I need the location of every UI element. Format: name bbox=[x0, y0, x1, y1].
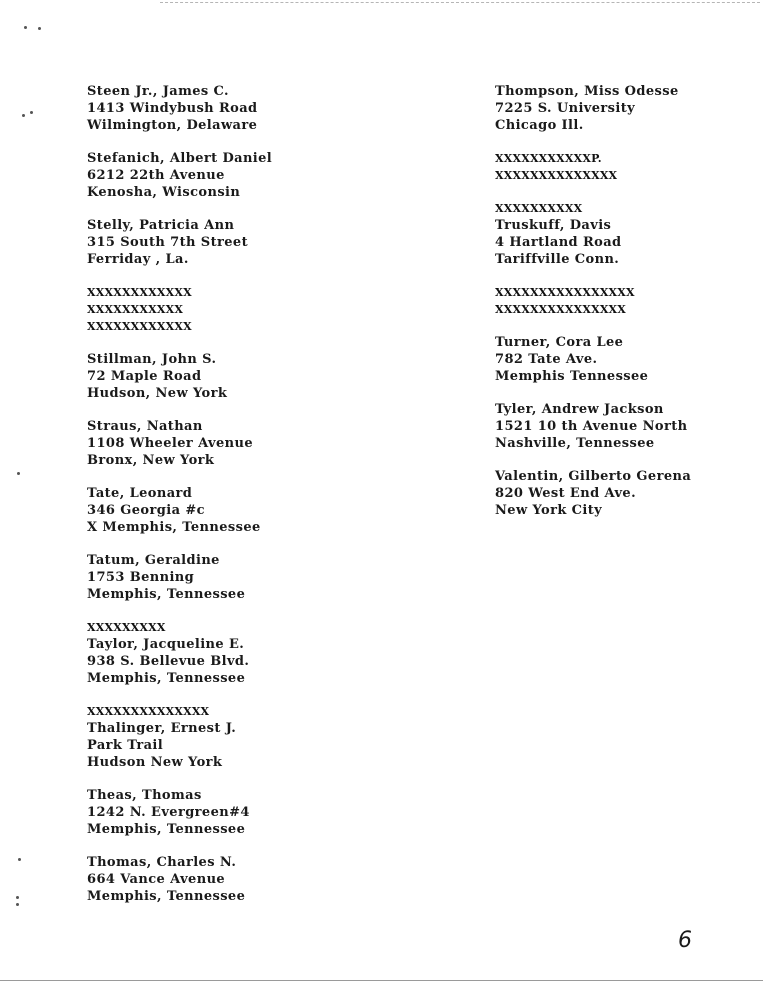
entry-address-line: Nashville, Tennessee bbox=[495, 436, 655, 451]
page-number: 6 bbox=[678, 928, 692, 953]
address-entry bbox=[87, 418, 387, 469]
entry-address-line: Memphis, Tennessee bbox=[87, 671, 246, 686]
entry-address-line: Memphis, Tennessee bbox=[87, 889, 246, 904]
entry-name: Thalinger, Ernest J. bbox=[87, 721, 237, 736]
entry-address-line: 664 Vance Avenue bbox=[87, 872, 226, 887]
address-entry bbox=[87, 150, 387, 201]
bottom-page-edge-rule bbox=[0, 980, 763, 981]
entry-address-line: Chicago Ill. bbox=[495, 118, 584, 133]
entry-name: Stillman, John S. bbox=[87, 352, 217, 367]
entry-name: Taylor, Jacqueline E. bbox=[87, 637, 245, 652]
struck-out-line: XXXXXXXXXXXX bbox=[87, 320, 192, 333]
entry-address-line: Park Trail bbox=[87, 738, 164, 753]
struck-out-line: XXXXXXXXXXXXXXXX bbox=[495, 286, 635, 299]
entry-address-line: Memphis, Tennessee bbox=[87, 822, 246, 837]
struck-out-line: XXXXXXXXXXXXXXX bbox=[495, 303, 627, 316]
address-entry bbox=[495, 200, 763, 268]
entry-name: Thompson, Miss Odesse bbox=[495, 84, 679, 99]
entry-address-line: Bronx, New York bbox=[87, 453, 215, 468]
entry-name: Steen Jr., James C. bbox=[87, 84, 229, 99]
entry-address-line: 6212 22th Avenue bbox=[87, 168, 225, 183]
entry-address-line: 346 Georgia #c bbox=[87, 503, 205, 518]
address-entry bbox=[495, 83, 763, 134]
entry-address-line: Wilmington, Delaware bbox=[87, 118, 258, 133]
scan-speck bbox=[16, 896, 19, 899]
address-entry bbox=[495, 334, 763, 385]
entry-address-line: 1413 Windybush Road bbox=[87, 101, 258, 116]
entry-address-line: 4 Hartland Road bbox=[495, 235, 622, 250]
entry-name: Stefanich, Albert Daniel bbox=[87, 151, 273, 166]
struck-out-line: XXXXXXXXXXXX bbox=[87, 286, 192, 299]
entry-name: Turner, Cora Lee bbox=[495, 335, 624, 350]
entry-name: Truskuff, Davis bbox=[495, 218, 612, 233]
entry-address-line: 1753 Benning bbox=[87, 570, 195, 585]
entry-address-line: Hudson New York bbox=[87, 755, 223, 770]
scan-speck bbox=[17, 472, 20, 475]
entry-address-line: Tariffville Conn. bbox=[495, 252, 620, 267]
address-entry bbox=[87, 787, 387, 838]
entry-address-line: 938 S. Bellevue Blvd. bbox=[87, 654, 250, 669]
entry-name: Tyler, Andrew Jackson bbox=[495, 402, 664, 417]
scan-speck bbox=[30, 111, 33, 114]
address-entry bbox=[87, 217, 387, 268]
entry-address-line: 72 Maple Road bbox=[87, 369, 202, 384]
struck-out-line: XXXXXXXXX bbox=[87, 621, 166, 634]
entry-address-line: 315 South 7th Street bbox=[87, 235, 248, 250]
entry-name: Tatum, Geraldine bbox=[87, 553, 220, 568]
entry-address-line: 820 West End Ave. bbox=[495, 486, 637, 501]
address-entry bbox=[87, 485, 387, 536]
address-entry bbox=[87, 284, 387, 335]
entry-address-line: Memphis, Tennessee bbox=[87, 587, 246, 602]
entry-address-line: Memphis Tennessee bbox=[495, 369, 649, 384]
entry-name: Tate, Leonard bbox=[87, 486, 193, 501]
left-address-column bbox=[87, 83, 387, 921]
address-entry bbox=[87, 703, 387, 771]
entry-address-line: 1108 Wheeler Avenue bbox=[87, 436, 254, 451]
struck-out-line: XXXXXXXXXXXXXX bbox=[495, 169, 618, 182]
entry-address-line: X Memphis, Tennessee bbox=[87, 520, 261, 535]
entry-address-line: Hudson, New York bbox=[87, 386, 228, 401]
address-entry bbox=[495, 468, 763, 519]
entry-address-line: 1242 N. Evergreen#4 bbox=[87, 805, 250, 820]
scan-speck bbox=[16, 903, 19, 906]
address-entry bbox=[87, 351, 387, 402]
scan-speck bbox=[24, 26, 27, 29]
address-entry bbox=[495, 150, 763, 184]
scan-speck bbox=[18, 858, 21, 861]
address-entry bbox=[495, 284, 763, 318]
top-page-edge-rule bbox=[160, 2, 760, 3]
entry-address-line: Ferriday , La. bbox=[87, 252, 189, 267]
address-entry bbox=[87, 619, 387, 687]
right-address-column bbox=[495, 83, 763, 535]
struck-out-line: XXXXXXXXXX bbox=[495, 202, 583, 215]
struck-out-line: XXXXXXXXXXX bbox=[87, 303, 184, 316]
entry-address-line: Kenosha, Wisconsin bbox=[87, 185, 241, 200]
address-entry bbox=[495, 401, 763, 452]
struck-out-line: XXXXXXXXXXXP. bbox=[495, 152, 602, 165]
address-entry bbox=[87, 552, 387, 603]
address-entry bbox=[87, 854, 387, 905]
entry-name: Stelly, Patricia Ann bbox=[87, 218, 235, 233]
scan-speck bbox=[38, 27, 41, 30]
entry-address-line: 7225 S. University bbox=[495, 101, 636, 116]
entry-address-line: 1521 10 th Avenue North bbox=[495, 419, 688, 434]
entry-address-line: New York City bbox=[495, 503, 603, 518]
entry-name: Straus, Nathan bbox=[87, 419, 203, 434]
entry-name: Thomas, Charles N. bbox=[87, 855, 237, 870]
address-entry bbox=[87, 83, 387, 134]
scan-speck bbox=[22, 114, 25, 117]
entry-name: Valentin, Gilberto Gerena bbox=[495, 469, 692, 484]
entry-address-line: 782 Tate Ave. bbox=[495, 352, 598, 367]
entry-name: Theas, Thomas bbox=[87, 788, 202, 803]
struck-out-line: XXXXXXXXXXXXXX bbox=[87, 705, 210, 718]
